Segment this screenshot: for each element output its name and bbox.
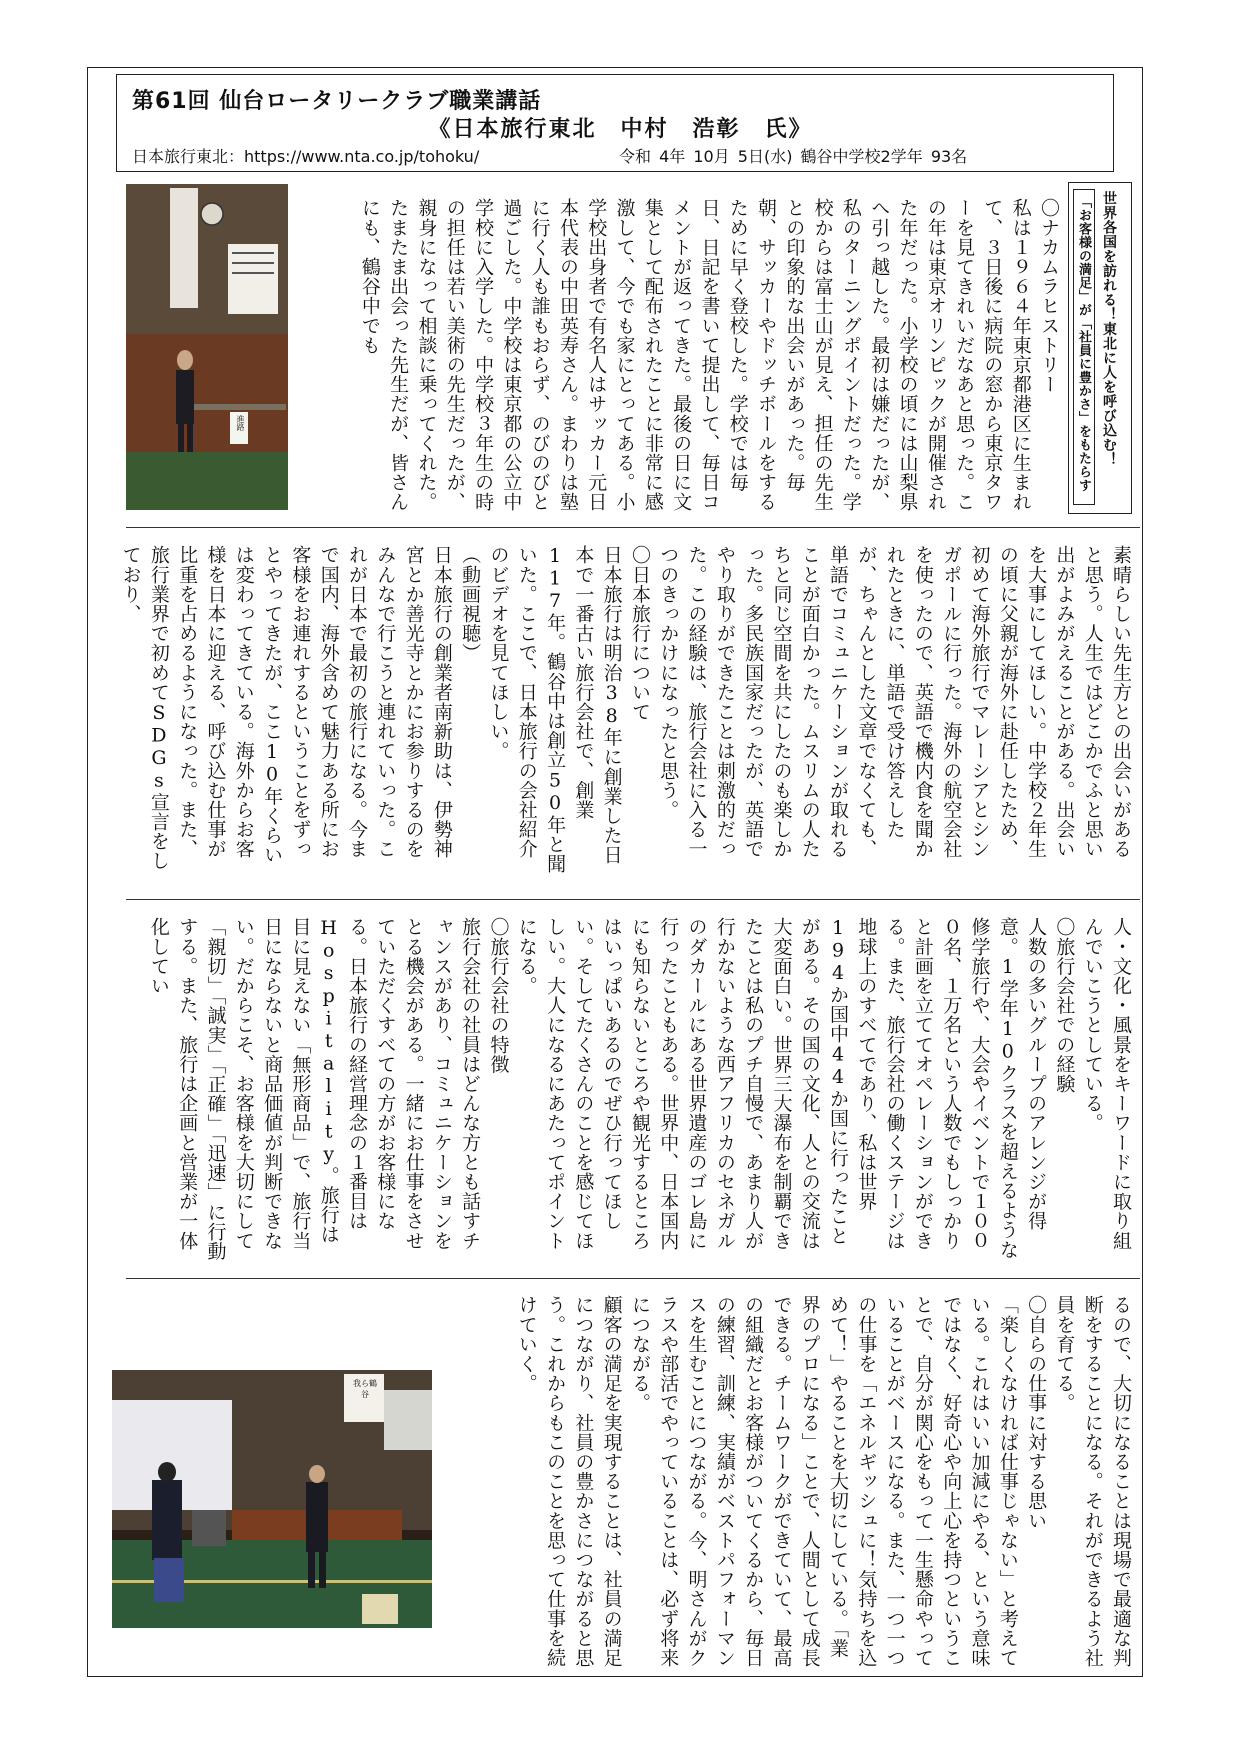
highlight-line-2: 「お客様の満足」が「社員に豊かさ」をもたらす <box>1076 195 1091 492</box>
section-2-text: 素晴らしい先生方との出会いがあると思う。人生ではどこかでふと思い出がよみがえることがある。出会いを大事にしてほしい。中学校２年生の頃に父親が海外に赴任したため、初めて海外旅行でマレーシアとシンガポールに行った。海外の航空会社を使ったので、英語で機内食を聞かれたときに、単語で受け答えしたが、ちゃんとした文章でなくても、単語でコミュニケーションが取れることが面白かった。ムスリムの人たちと同じ空間を共にしたのも楽しかった。多民族国家だったが、英語でやり取りができたことは刺激的だった。この経験は、旅行会社に入る一つのきっかけになったと思う。 〇日本旅行について 日本旅行は明治38年に創業した日本で一番古い旅行会社で、創業117年。鶴谷中は創立50年と聞いた。ここで、日本旅行の会社紹介のビデオを見てほしい。 （動画視聴） 日本旅行の創業者南新助は、伊勢神宮とか善光寺とかにお参りするのをみんなで行こうと連れていった。これが日本で最初の旅行になる。今まで国内、海外含めて魅力ある所にお客様をお連れするということをずっとやってきたが、ここ10年くらいは変わってきている。海外からお客様を日本に迎える、呼び込む仕事が比重を占めるようになった。また、旅行業界で初めてSDGs宣言をしており、 <box>120 545 1132 874</box>
photo-speaker-podium <box>126 184 288 510</box>
section-1-text: 〇ナカムラヒストリー 私は１９６４年東京都港区に生まれて、３日後に病院の窓から東京タワーを見てきれいだなあと思った。この年は東京オリンピックが開催された年だった。小学校の頃には山梨県へ引っ越した。最初は嫌だったが、私のターニングポイントだった。学校からは富士山が見え、担任の先生との印象的な出会いがあった。毎朝、サッカーやドッチボールをするために早く登校した。学校では毎日、日記を書いて提出して、毎日コメントが返ってきた。最後の日に文集として配布されたことに非常に感激して、今でも家にとってある。小学校出身者で有名人はサッカー元日本代表の中田英寿さん。まわりは塾に行く人も誰もおらず、のびのびと過ごした。中学校は東京都の公立中学校に入学した。中学校３年生の時の担任は若い美術の先生だったが、親身になって相談に乗ってくれた。たまたま出会った先生だが、皆さんにも、鶴谷中でも <box>358 198 1060 512</box>
podium-sign: 進路 <box>236 415 245 431</box>
section-4-text: るので、大切になることは現場で最適な判断をすることになる。それができるよう社員を育てる。 〇自らの仕事に対する思い 「楽しくなければ仕事じゃない」と考えている。これはいい加減にやる、という意味ではなく、好奇心や向上心を持つということで、自分が関心をもって一生懸命やっていることがベースになる。また、一つ一つの仕事を「エネルギッシュに！気持ちを込めて！」やることを大切にしている。「業界のプロになる」ことで、人間として成長できる。チームワークができていて、最高の組織だとお客様がついてくるから、毎日の練習、訓練、実績がベストパフォーマンスを生むことにつながる。今、明さんがクラスや部活でやっていることは、必ず将来につながる。 顧客の満足を実現することは、社員の満足につながり、社員の豊かさにつながると思う。これからもこのことを思って仕事を続けていく。 <box>515 1295 1132 1668</box>
wall-sign: 我ら鶴谷 <box>353 1379 377 1399</box>
speaker-name: 《日本旅行東北 中村 浩彰 氏》 <box>428 117 813 142</box>
section-3-text: 人・文化・風景をキーワードに取り組んでいこうとしている。 〇旅行会社での経験 人数の多いグループのアレンジが得意。1学年10クラスを超えるような修学旅行や、大会やイベントで１０００名、１万名という人数でもしっかりと計画を立ててオペレーションができる。また、旅行会社の働くステージは地球上のすべてであり、私は世界194か国中44か国に行ったことがある。その国の文化、人との交流は大変面白い。世界三大瀑布を制覇できたことは私のプチ自慢で、あまり人が行かないような西アフリカのセネガルのダカールにある世界遺産のゴレ島に行ったこともある。世界中、日本国内にも知らないところや観光するところはいっぱいあるのでぜひ行ってほしい。そしてたくさんのことを感じてほしい。大人になるにあたってポイントになる。 〇旅行会社の特徴 旅行会社の社員はどんな方とも話すチャンスがあり、コミュニケーションをとる機会がある。一緒にお仕事をさせていただくすべての方がお客様になる。日本旅行の経営理念の１番目はHospitality。旅行は目に見えない「無形商品」で、旅行当日にならないと商品価値が判断できない。だからこそ、お客様を大切にして「親切」「誠実」「正確」「迅速」に行動する。また、旅行は企画と営業が一体化してい <box>147 917 1132 1261</box>
highlight-sidebar <box>1068 182 1132 514</box>
page-title: 第61回 仙台ロータリークラブ職業講話 <box>132 89 542 114</box>
photo-gym-students <box>112 1370 432 1628</box>
company-url: 日本旅行東北：https://www.nta.co.jp/tohoku/ <box>132 147 480 166</box>
event-date: 令和 4年 10月 5日(水) 鶴谷中学校2学年 93名 <box>619 147 968 166</box>
divider-3 <box>126 1278 1140 1279</box>
divider-2 <box>126 899 1140 900</box>
divider-1 <box>126 527 1140 528</box>
highlight-line-1: 世界各国を訪れる！東北に人を呼び込む！ <box>1101 191 1117 467</box>
